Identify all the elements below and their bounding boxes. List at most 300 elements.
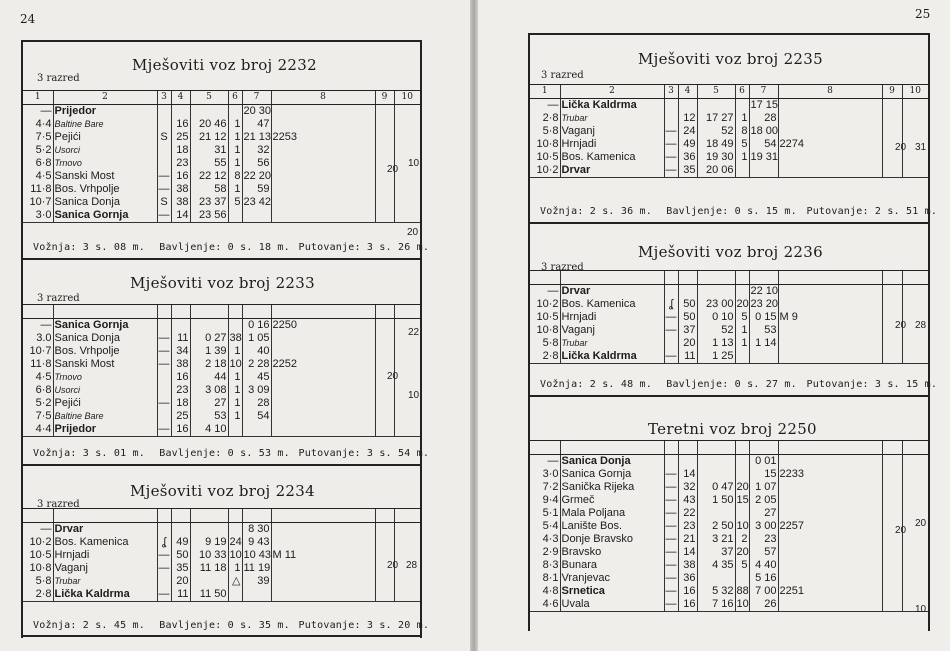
- stop-time-cell: [228, 423, 242, 437]
- col10-value-2235: 31: [915, 142, 927, 153]
- connection-cell: [778, 337, 882, 350]
- stop-time-cell: 24: [229, 536, 242, 548]
- col10-cell: [902, 559, 928, 572]
- connection-cell: [271, 183, 375, 196]
- bavljenje: Bavljenje: 0 s. 15 m.: [666, 206, 797, 217]
- arrival-cell: 53: [190, 410, 228, 423]
- col9-cell: [375, 575, 394, 588]
- page-number-left: 24: [20, 12, 36, 26]
- arrival-cell: 18 49: [697, 138, 735, 151]
- timetable-2232: [23, 90, 420, 223]
- stop-time-cell: [735, 455, 749, 469]
- run-time-cell: 49: [171, 536, 190, 549]
- connection-cell: [271, 423, 375, 437]
- col10-cell: [394, 345, 420, 358]
- symbol-cell: —: [665, 546, 677, 558]
- putovanje: Putovanje: 3 s. 15 m.: [806, 379, 938, 390]
- timetable-2250: [530, 440, 928, 612]
- timetable-row: [530, 520, 928, 533]
- timetable-row: [23, 358, 420, 371]
- arrival-cell: 20 06: [697, 164, 735, 178]
- station-name: Donje Bravsko: [560, 533, 664, 546]
- symbol-cell: —: [158, 345, 170, 357]
- col9-cell: [375, 105, 394, 119]
- departure-cell: 20 30: [243, 105, 271, 117]
- block-title-2233: Mješoviti voz broj 2233: [130, 274, 315, 292]
- timetable-row: [23, 562, 420, 575]
- symbol-cell: —: [665, 507, 677, 519]
- arrival-cell: [190, 319, 228, 333]
- run-time-cell: 36: [678, 151, 697, 164]
- symbol-cell: [157, 319, 171, 333]
- arrival-cell: 1 25: [697, 350, 735, 364]
- km-cell: 2·8: [542, 112, 559, 124]
- top-rule: [528, 33, 930, 35]
- stop-time-cell: 5: [735, 311, 749, 324]
- arrival-cell: 4 35: [697, 559, 735, 572]
- connection-cell: [271, 384, 375, 397]
- col-header: 2: [53, 91, 157, 105]
- col9-cell: [375, 118, 394, 131]
- departure-cell: 59: [242, 183, 271, 196]
- col10-cell: [394, 523, 420, 537]
- km-cell: 2·9: [542, 546, 559, 558]
- departure-cell: 0 16: [242, 319, 271, 333]
- col-header: 8: [271, 91, 375, 105]
- arrival-cell: 37: [697, 546, 735, 559]
- symbol-cell: S: [157, 196, 171, 209]
- station-name: Sanica Gornja: [53, 209, 157, 223]
- col9-cell: [375, 397, 394, 410]
- col10-cell: [394, 144, 420, 157]
- col10-cell: [902, 585, 928, 598]
- km-cell: 10·2: [530, 164, 560, 178]
- run-time-cell: [678, 455, 697, 469]
- col9-value-2250: 20: [895, 525, 907, 536]
- block-title-2232: Mješoviti voz broj 2232: [132, 56, 317, 74]
- run-time-cell: 23: [678, 520, 697, 533]
- symbol-cell: —: [665, 350, 677, 362]
- station-name: Prijedor: [53, 423, 157, 437]
- col9-cell: [882, 559, 902, 572]
- class-label-2234: 3 razred: [37, 499, 80, 510]
- run-time-cell: [171, 319, 190, 333]
- connection-cell: [271, 588, 375, 602]
- col10-last-2250: 10: [915, 604, 927, 615]
- timetable-row: [23, 144, 420, 157]
- symbol-cell: —: [665, 151, 677, 163]
- stop-time-cell: [228, 319, 242, 333]
- arrival-cell: 0 27: [190, 332, 228, 345]
- col10-cell: [394, 118, 420, 131]
- station-name: Trnovo: [53, 157, 157, 170]
- connection-cell: 2252: [271, 358, 375, 371]
- col10-cell: [394, 536, 420, 549]
- col10-cell: [902, 285, 928, 299]
- departure-cell: 23 42: [243, 196, 271, 208]
- timetable-row: [23, 131, 420, 144]
- connection-cell: [271, 371, 375, 384]
- book-gutter: [470, 0, 478, 651]
- arrival-cell: [190, 523, 228, 537]
- header-row: [530, 85, 928, 99]
- station-name: Pejići: [53, 397, 157, 410]
- departure-cell: [242, 423, 271, 437]
- km-cell: —: [547, 455, 559, 467]
- timetable-row: [530, 99, 928, 113]
- col10-cell: [902, 481, 928, 494]
- run-time-cell: 16: [171, 118, 190, 131]
- departure-cell: 22 20: [243, 170, 271, 182]
- timetable-row: [23, 575, 420, 588]
- timetable-row: [530, 533, 928, 546]
- connection-cell: 2274: [778, 138, 882, 151]
- departure-cell: [242, 209, 271, 223]
- header-row-empty: [530, 271, 928, 285]
- departure-cell: 23 20: [750, 298, 778, 310]
- timetable-row: [23, 209, 420, 223]
- connection-cell: [271, 575, 375, 588]
- timetable-row: [530, 559, 928, 572]
- stop-time-cell: [228, 588, 242, 602]
- timetable-row: [23, 183, 420, 196]
- stop-time-cell: 1: [228, 562, 242, 575]
- km-cell: 10·2: [29, 536, 52, 548]
- col10-cell: [394, 575, 420, 588]
- col9-cell: [882, 337, 902, 350]
- km-cell: 6·8: [35, 157, 52, 169]
- run-time-cell: 25: [171, 131, 190, 144]
- connection-cell: [778, 546, 882, 559]
- station-name: Trubar: [560, 337, 664, 350]
- station-name: Trubar: [53, 575, 157, 588]
- symbol-cell: [664, 455, 678, 469]
- col10-cell: [902, 298, 928, 311]
- stop-time-cell: 20: [736, 481, 749, 493]
- arrival-cell: 21 12: [190, 131, 228, 144]
- km-cell: 9·4: [542, 494, 559, 506]
- run-time-cell: 20: [678, 337, 697, 350]
- putovanje: Putovanje: 3 s. 26 m.: [298, 242, 430, 253]
- station-name: Hrnjadi: [53, 549, 157, 562]
- connection-cell: 2251: [778, 585, 882, 598]
- run-time-cell: 14: [678, 468, 697, 481]
- putovanje: Putovanje: 3 s. 54 m.: [298, 448, 430, 459]
- stop-time-cell: 1: [228, 183, 242, 196]
- connection-cell: [271, 209, 375, 223]
- timetable-row: [530, 151, 928, 164]
- connection-cell: [271, 157, 375, 170]
- class-label-2232: 3 razred: [37, 73, 80, 84]
- timetable-row: [23, 410, 420, 423]
- timetable-row: [530, 494, 928, 507]
- arrival-cell: 0 47: [697, 481, 735, 494]
- run-time-cell: 34: [171, 345, 190, 358]
- timetable-row: [530, 112, 928, 125]
- km-cell: 10·7: [29, 196, 52, 208]
- arrival-cell: 11 50: [190, 588, 228, 602]
- km-cell: 5·4: [542, 520, 559, 532]
- stop-time-cell: 8: [228, 170, 242, 183]
- arrival-cell: 52: [697, 324, 735, 337]
- timetable-2234: [23, 508, 420, 602]
- col-header: 1: [530, 85, 560, 99]
- symbol-cell: [157, 118, 171, 131]
- symbol-cell: [664, 99, 678, 113]
- run-time-cell: 38: [171, 358, 190, 371]
- timetable-row: [530, 138, 928, 151]
- run-time-cell: 21: [678, 533, 697, 546]
- arrival-cell: 3 21: [697, 533, 735, 546]
- km-cell: 4·5: [35, 170, 52, 182]
- col10-cell: [902, 546, 928, 559]
- voznja: Vožnja: 3 s. 08 m.: [33, 242, 145, 253]
- station-name: Sanica Gornja: [53, 319, 157, 333]
- timetable-row: [530, 337, 928, 350]
- station-name: Vaganj: [560, 324, 664, 337]
- km-cell: 3·0: [23, 209, 53, 223]
- run-time-cell: [171, 523, 190, 537]
- run-time-cell: 22: [678, 507, 697, 520]
- col9-cell: [882, 468, 902, 481]
- km-cell: 11·8: [30, 358, 52, 370]
- connection-cell: [271, 410, 375, 423]
- km-cell: 10·5: [536, 311, 559, 323]
- header-row-empty: [23, 305, 420, 319]
- col9-cell: [882, 507, 902, 520]
- arrival-cell: 1 13: [697, 337, 735, 350]
- run-time-cell: 18: [171, 397, 190, 410]
- run-time-cell: 50: [678, 298, 697, 311]
- connection-cell: [778, 125, 882, 138]
- departure-cell: 0 01: [749, 455, 778, 469]
- stop-time-cell: 1: [735, 151, 749, 164]
- symbol-cell: [157, 410, 171, 423]
- col9-cell: [375, 410, 394, 423]
- col9-cell: [882, 350, 902, 364]
- bavljenje: Bavljenje: 0 s. 27 m.: [666, 379, 797, 390]
- timetable-row: [530, 350, 928, 364]
- station-name: Prijedor: [53, 105, 157, 119]
- km-cell: 7·5: [35, 131, 52, 143]
- station-name: Sanica Donja: [53, 332, 157, 345]
- departure-cell: 57: [749, 546, 778, 559]
- timetable-row: [23, 105, 420, 119]
- stop-time-cell: 5: [228, 196, 242, 209]
- departure-cell: 1 05: [242, 332, 271, 345]
- km-cell: 10·5: [29, 549, 52, 561]
- run-time-cell: [678, 99, 697, 113]
- station-name: Lička Kaldrma: [560, 350, 664, 364]
- col9-value-2233: 20: [387, 371, 399, 382]
- stop-time-cell: 10: [229, 549, 242, 561]
- km-cell: 11·8: [30, 183, 52, 195]
- run-time-cell: 49: [678, 138, 697, 151]
- station-name: Hrnjadi: [560, 311, 664, 324]
- symbol-cell: —: [665, 125, 677, 137]
- run-time-cell: 12: [678, 112, 697, 125]
- connection-cell: [778, 164, 882, 178]
- symbol-cell: [157, 157, 171, 170]
- run-time-cell: 35: [678, 164, 697, 178]
- timetable-row: [23, 196, 420, 209]
- divider: [21, 464, 422, 466]
- col-header: 3: [664, 85, 678, 99]
- run-time-cell: 25: [171, 410, 190, 423]
- departure-cell: 27: [749, 507, 778, 520]
- run-time-cell: 11: [171, 588, 190, 602]
- arrival-cell: [697, 468, 735, 481]
- connection-cell: [778, 285, 882, 299]
- arrival-cell: 23 56: [190, 209, 228, 223]
- run-time-cell: 37: [678, 324, 697, 337]
- symbol-cell: —: [665, 598, 677, 610]
- arrival-cell: 9 19: [190, 536, 228, 549]
- block-title-2235: Mješoviti voz broj 2235: [638, 50, 823, 68]
- departure-cell: 0 15: [749, 311, 778, 324]
- col9-cell: [375, 209, 394, 223]
- col9-cell: [375, 196, 394, 209]
- symbol-cell: —: [158, 332, 170, 344]
- symbol-cell: [157, 523, 171, 537]
- departure-cell: 54: [242, 410, 271, 423]
- timetable-row: [530, 298, 928, 311]
- departure-cell: 8 30: [242, 523, 271, 537]
- symbol-cell: —: [158, 170, 170, 182]
- run-time-cell: 18: [171, 144, 190, 157]
- station-name: Sanski Most: [53, 358, 157, 371]
- col10-cell: [902, 337, 928, 350]
- connection-cell: [778, 507, 882, 520]
- departure-cell: 19 31: [750, 151, 778, 163]
- timetable-row: [530, 285, 928, 299]
- run-time-cell: 24: [678, 125, 697, 138]
- run-time-cell: 38: [171, 196, 190, 209]
- summary-2236: [540, 379, 937, 390]
- symbol-cell: —: [665, 559, 677, 571]
- col-header: 10: [902, 85, 928, 99]
- departure-cell: 3 09: [242, 384, 271, 397]
- class-label-2235: 3 razred: [541, 70, 584, 81]
- arrival-cell: 20 46: [190, 118, 228, 131]
- col10-value-2232: 10: [408, 158, 420, 169]
- timetable-row: [530, 455, 928, 469]
- station-name: Uvala: [560, 598, 664, 612]
- departure-cell: 40: [242, 345, 271, 358]
- col10-cell: [902, 350, 928, 364]
- stop-time-cell: 5: [735, 559, 749, 572]
- run-time-cell: 16: [171, 170, 190, 183]
- km-cell: 4·3: [542, 533, 559, 545]
- station-name: Grmeč: [560, 494, 664, 507]
- station-name: Srnetica: [560, 585, 664, 598]
- arrival-cell: 7 16: [697, 598, 735, 612]
- station-name: Lička Kaldrma: [53, 588, 157, 602]
- station-name: Lanište Bos.: [560, 520, 664, 533]
- station-name: Sanička Rijeka: [560, 481, 664, 494]
- stop-time-cell: [735, 285, 749, 299]
- block-title-2250: Teretni voz broj 2250: [648, 420, 817, 438]
- col9-cell: [882, 112, 902, 125]
- departure-cell: 54: [749, 138, 778, 151]
- stop-time-cell: 15: [736, 494, 749, 506]
- stop-time-cell: 1: [735, 112, 749, 125]
- divider: [21, 258, 422, 260]
- timetable-row: [530, 481, 928, 494]
- stop-time-cell: 1: [228, 397, 242, 410]
- col-header: 7: [242, 91, 271, 105]
- km-cell: 5·8: [542, 337, 559, 349]
- timetable-row: [530, 572, 928, 585]
- timetable-row: [530, 546, 928, 559]
- symbol-cell: [157, 384, 171, 397]
- departure-cell: 3 00: [749, 520, 778, 533]
- col10-cell: [902, 468, 928, 481]
- stop-time-cell: 1: [228, 144, 242, 157]
- connection-cell: [271, 196, 375, 209]
- run-time-cell: 50: [678, 311, 697, 324]
- departure-cell: [749, 350, 778, 364]
- arrival-cell: [697, 572, 735, 585]
- timetable-row: [530, 585, 928, 598]
- station-name: Bravsko: [560, 546, 664, 559]
- km-cell: 5·8: [542, 125, 559, 137]
- col10-value-2233: 22: [408, 327, 420, 338]
- arrival-cell: 22 12: [190, 170, 228, 183]
- station-name: Bos. Kamenica: [560, 151, 664, 164]
- km-cell: —: [547, 99, 559, 111]
- km-cell: 4·5: [35, 371, 52, 383]
- km-cell: 2·8: [530, 350, 560, 364]
- timetable-row: [23, 332, 420, 345]
- symbol-cell: —: [665, 585, 677, 597]
- col10-cell: [394, 183, 420, 196]
- km-cell: —: [547, 285, 559, 297]
- summary-2234: [33, 620, 429, 631]
- block-title-2236: Mješoviti voz broj 2236: [638, 243, 823, 261]
- connection-cell: [271, 105, 375, 119]
- arrival-cell: 52: [697, 125, 735, 138]
- km-cell: 7·2: [542, 481, 559, 493]
- station-name: Vranjevac: [560, 572, 664, 585]
- stop-time-cell: [735, 468, 749, 481]
- station-name: Bos. Kamenica: [53, 536, 157, 549]
- station-name: Usorci: [53, 144, 157, 157]
- col9-cell: [375, 131, 394, 144]
- arrival-cell: 31: [190, 144, 228, 157]
- col10-value-b-2233: 10: [408, 390, 420, 401]
- connection-cell: [778, 598, 882, 612]
- symbol-cell: —: [665, 138, 677, 150]
- col9-cell: [882, 125, 902, 138]
- station-name: Drvar: [560, 285, 664, 299]
- stop-time-cell: [735, 99, 749, 113]
- class-label-2233: 3 razred: [37, 293, 80, 304]
- col10-cell: [902, 125, 928, 138]
- symbol-cell: —: [158, 588, 170, 600]
- connection-cell: [778, 324, 882, 337]
- run-time-cell: 16: [171, 423, 190, 437]
- voznja: Vožnja: 2 s. 48 m.: [540, 379, 652, 390]
- departure-cell: 21 13: [243, 131, 271, 143]
- col10-cell: [394, 410, 420, 423]
- run-time-cell: 36: [678, 572, 697, 585]
- arrival-cell: 4 10: [190, 423, 228, 437]
- col-header: 4: [678, 85, 697, 99]
- col-header: 1: [23, 91, 53, 105]
- connection-cell: 2253: [271, 131, 375, 144]
- departure-cell: 28: [749, 112, 778, 125]
